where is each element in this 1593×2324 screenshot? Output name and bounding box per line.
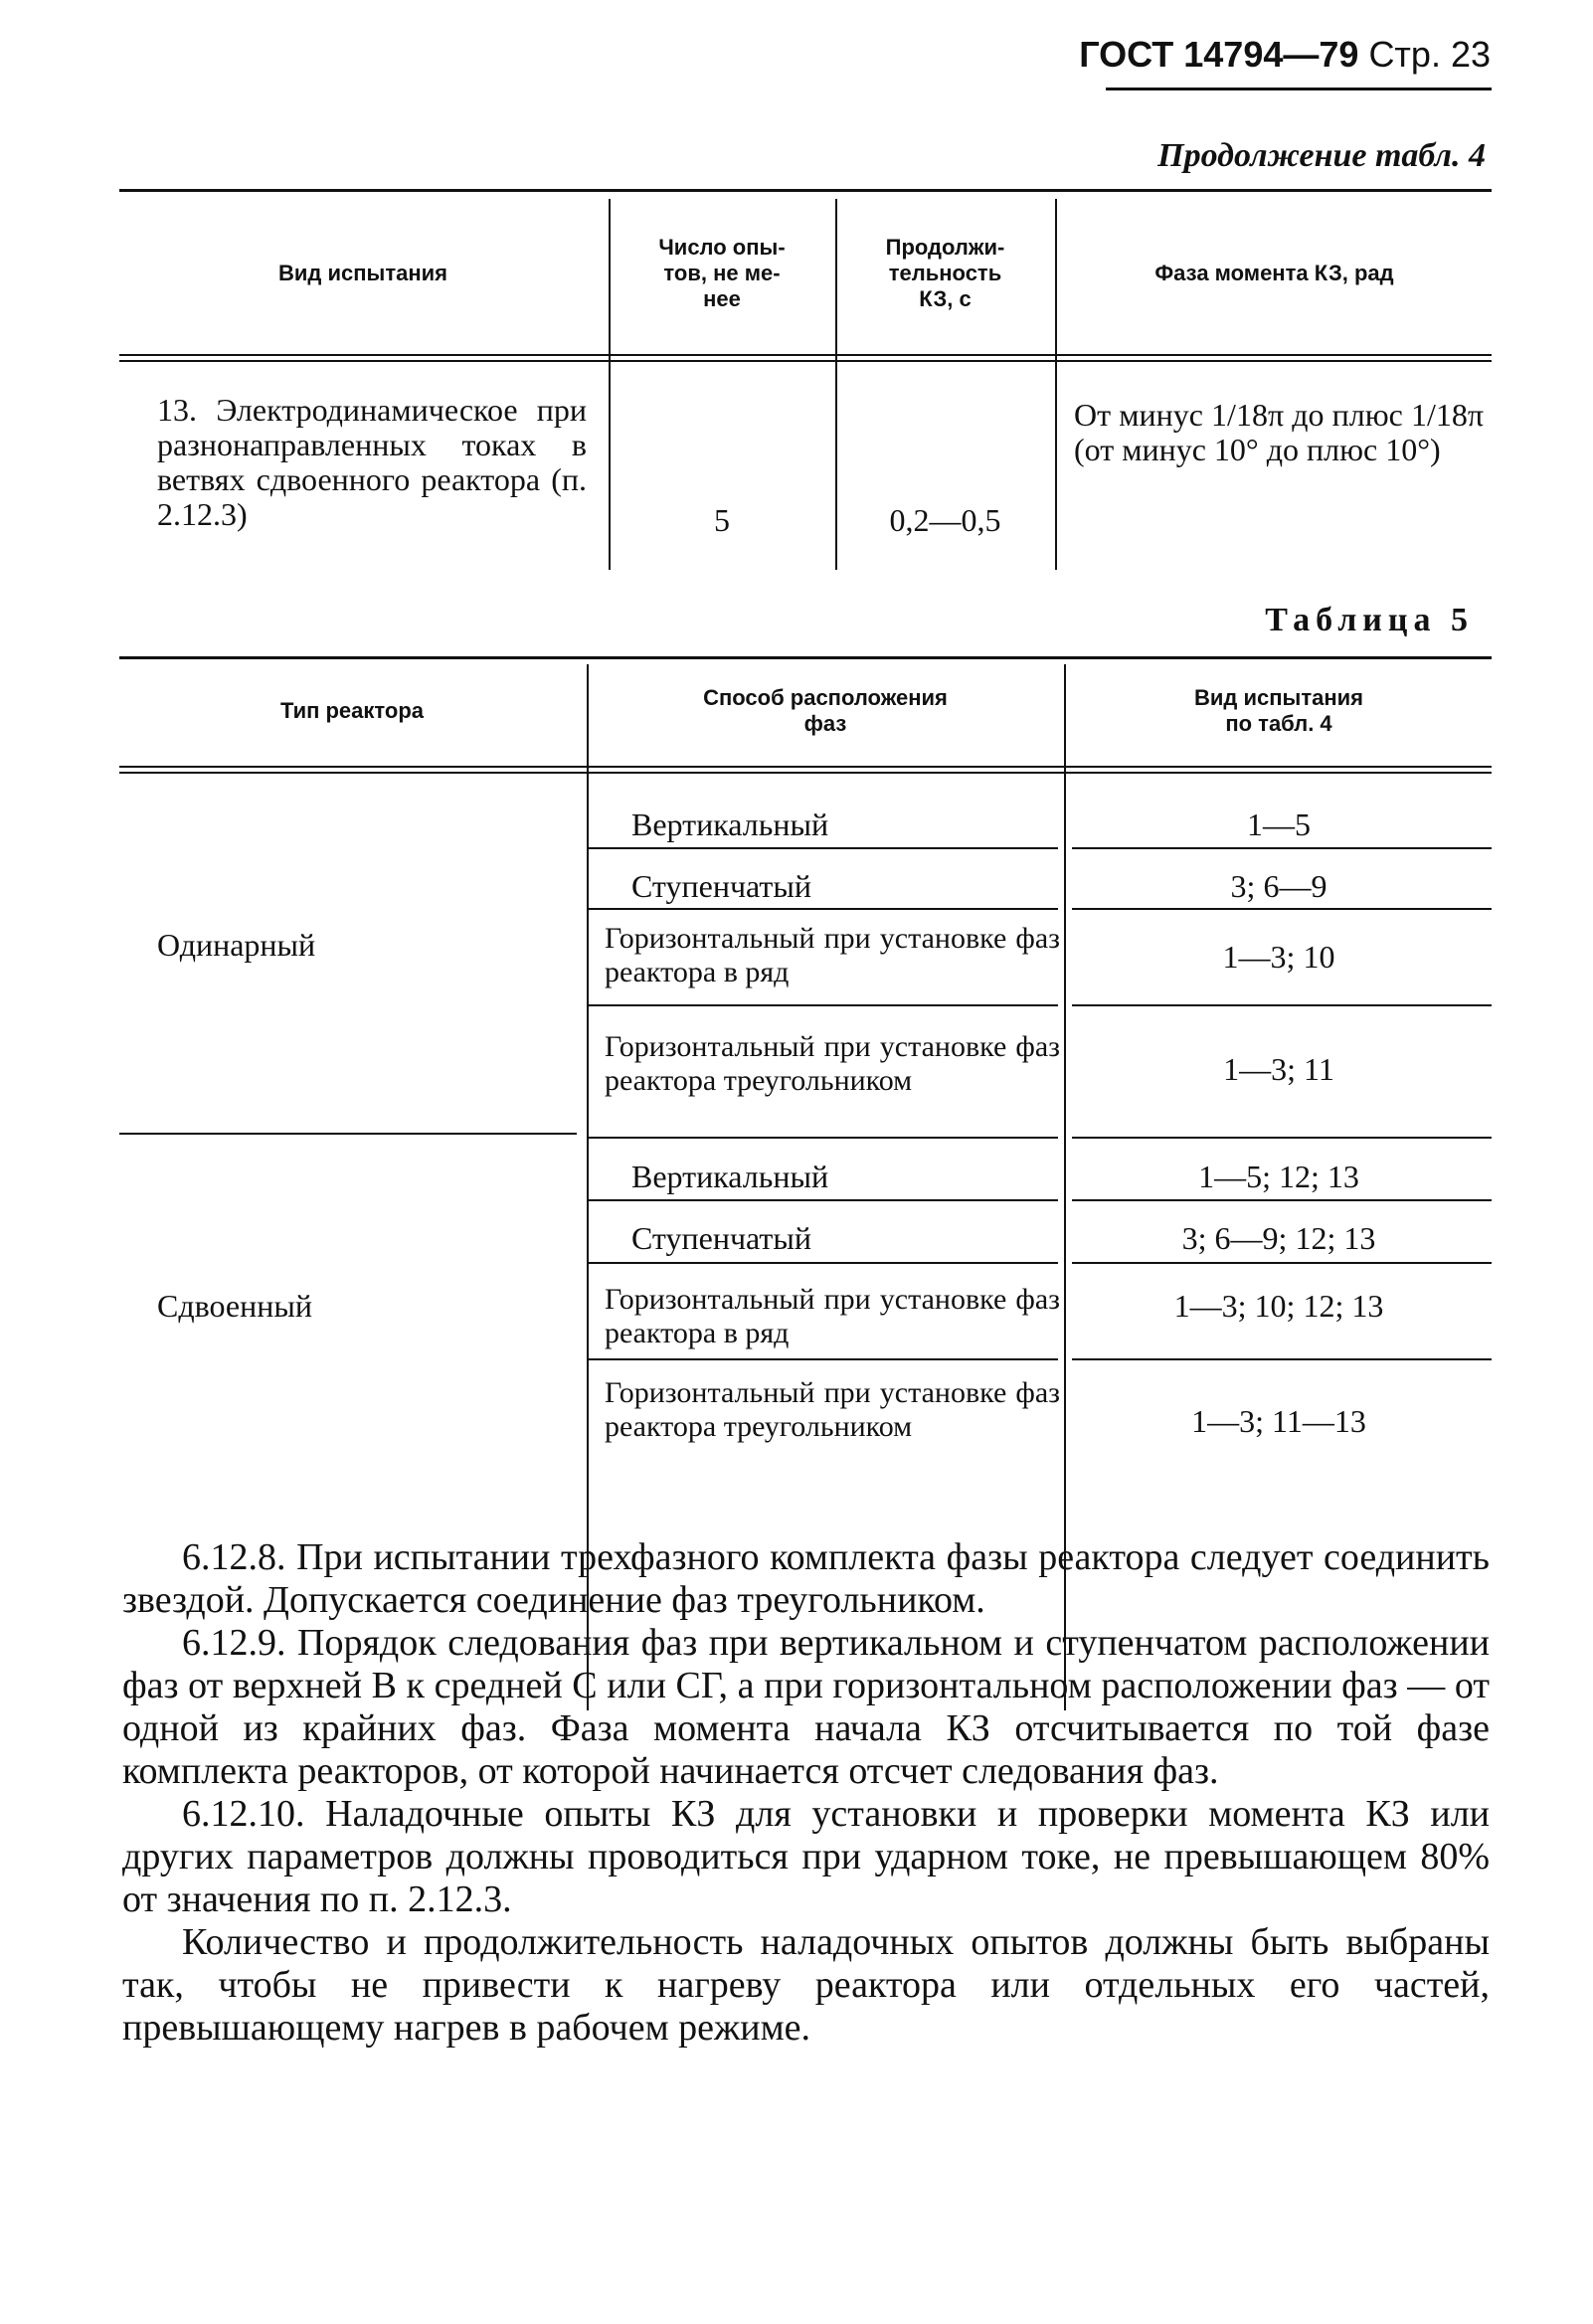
row-rule xyxy=(589,1199,1058,1201)
tests-cell: 1—3; 10; 12; 13 xyxy=(1173,1288,1384,1324)
table4-test-cell: 13. Электродинамическое при разнонаправленных токах в ветвях сдвоенного реактора (п. 2.12.3) xyxy=(157,392,587,532)
table5-top-rule xyxy=(119,656,1492,659)
arrangement-cell: Ступенчатый xyxy=(631,1220,812,1256)
paragraph: Количество и продолжительность наладочных опытов должны быть выбраны так, чтобы не привести к нагреву реактора или отдельных его частей, превышающему нагрев в рабочем режиме. xyxy=(122,1921,1490,2049)
row-rule xyxy=(1072,1358,1492,1360)
tests-cell: 1—3; 10 xyxy=(1222,939,1335,975)
table4-duration-cell: 0,2—0,5 xyxy=(889,502,1001,538)
arrangement-cell: Вертикальный xyxy=(631,806,829,842)
table5-header-arrangement: Способ расположения фаз xyxy=(703,685,948,736)
table5-header-type: Тип реактора xyxy=(279,698,425,723)
tests-cell: 3; 6—9; 12; 13 xyxy=(1181,1220,1376,1256)
page-header xyxy=(1079,34,1491,76)
row-rule xyxy=(1072,908,1492,910)
row-rule xyxy=(1072,1199,1492,1201)
row-rule xyxy=(589,1358,1058,1360)
table4-phase-cell: От минус 1/18π до плюс 1/18π (от минус 10° до плюс 10°) xyxy=(1074,397,1484,467)
table4-header-test: Вид испытания xyxy=(278,261,447,285)
table5-header-rule xyxy=(119,772,1492,774)
row-rule xyxy=(589,1262,1058,1264)
table5-header-tests: Вид испытания по табл. 4 xyxy=(1194,685,1363,736)
row-rule xyxy=(1072,1137,1492,1139)
body-text xyxy=(122,1536,1490,2050)
tests-cell: 1—5 xyxy=(1247,806,1311,842)
table4-header-count: Число опы- тов, не ме- нее xyxy=(658,235,786,311)
row-rule xyxy=(589,1137,1058,1139)
tests-cell: 1—3; 11—13 xyxy=(1191,1403,1366,1439)
arrangement-cell: Ступенчатый xyxy=(631,868,812,904)
paragraph: 6.12.8. При испытании трехфазного комплекта фазы реактора следует соединить звездой. Допускается соединение фаз треугольником. xyxy=(122,1536,1490,1621)
arrangement-cell: Вертикальный xyxy=(631,1159,829,1194)
arrangement-cell: Горизонтальный при установке фаз реактора в ряд xyxy=(605,1283,1060,1349)
header-rule xyxy=(1106,88,1492,90)
tests-cell: 1—5; 12; 13 xyxy=(1198,1159,1359,1194)
row-rule xyxy=(1072,847,1492,849)
paragraph: 6.12.9. Порядок следования фаз при вертикальном и ступенчатом расположении фаз от верхней В к средней С или СГ, а при горизонтальном расположении фаз — от одной из крайних фаз. Фаза момента начала КЗ отсчитывается по той фазе комплекта реакторов, от которой начинается отсчет следования фаз. xyxy=(122,1622,1490,1792)
reactor-type-single: Одинарный xyxy=(157,927,316,963)
table5-title: Таблица 5 xyxy=(1265,602,1474,638)
table4-continuation-label: Продолжение табл. 4 xyxy=(1157,137,1486,174)
table4-header-rule xyxy=(119,354,1492,356)
table4-top-rule xyxy=(119,189,1492,192)
paragraph: 6.12.10. Наладочные опыты КЗ для установки и проверки момента КЗ или других параметров должны проводиться при ударном токе, не превышающем 80% от значения по п. 2.12.3. xyxy=(122,1793,1490,1920)
group-rule xyxy=(119,1133,577,1135)
row-rule xyxy=(589,1004,1058,1006)
standard-number: ГОСТ 14794—79 xyxy=(1079,34,1359,75)
row-rule xyxy=(1072,1004,1492,1006)
row-rule xyxy=(1072,1262,1492,1264)
arrangement-cell: Горизонтальный при установке фаз реактора в ряд xyxy=(605,922,1060,988)
table4-header-duration: Продолжи- тельность КЗ, с xyxy=(885,235,1005,311)
tests-cell: 3; 6—9 xyxy=(1230,868,1328,904)
table4-header-phase: Фаза момента КЗ, рад xyxy=(1154,261,1394,285)
arrangement-cell: Горизонтальный при установке фаз реактора треугольником xyxy=(605,1376,1060,1443)
tests-cell: 1—3; 11 xyxy=(1223,1051,1334,1087)
table4-header-rule xyxy=(119,360,1492,362)
row-rule xyxy=(589,908,1058,910)
table4-count-cell: 5 xyxy=(714,502,730,538)
row-rule xyxy=(589,847,1058,849)
table5-header-rule xyxy=(119,766,1492,768)
reactor-type-double: Сдвоенный xyxy=(157,1288,312,1324)
page-number: Стр. 23 xyxy=(1368,34,1491,75)
arrangement-cell: Горизонтальный при установке фаз реактора треугольником xyxy=(605,1030,1060,1097)
